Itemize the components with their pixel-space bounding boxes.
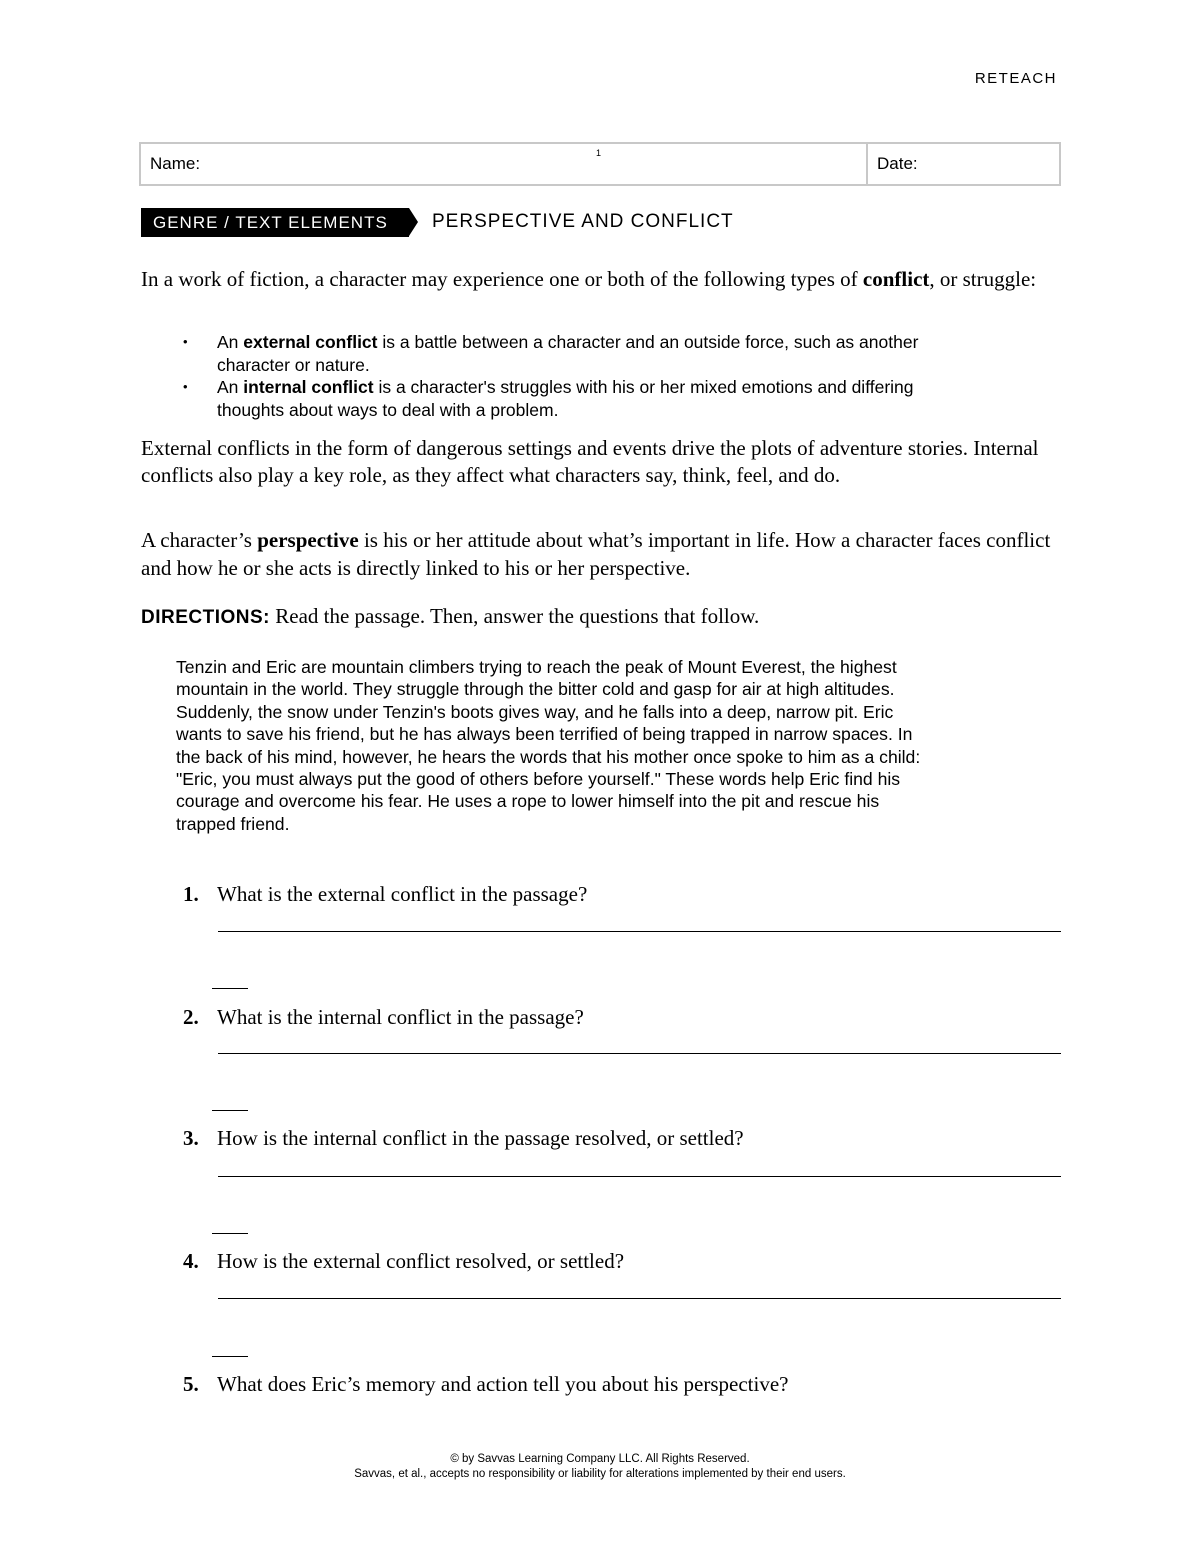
question-number: 4. bbox=[183, 1249, 199, 1273]
question-3 bbox=[183, 1126, 744, 1151]
bullet-text: is a character's struggles with his or her mixed emotions and differing thoughts about ways to deal with a problem. bbox=[217, 377, 914, 420]
bullet-text: is a battle between a character and an outside force, such as another character or nature. bbox=[217, 332, 919, 375]
bullet-prefix: An bbox=[217, 377, 244, 397]
perspective-text: A character’s bbox=[141, 528, 258, 552]
name-label: Name: bbox=[150, 154, 201, 173]
list-item bbox=[183, 376, 923, 421]
copyright-line: © by Savvas Learning Company LLC. All Rights Reserved. bbox=[450, 1453, 750, 1465]
question-1 bbox=[183, 882, 587, 907]
date-label: Date: bbox=[877, 154, 918, 173]
question-text: What is the external conflict in the passage? bbox=[217, 882, 588, 906]
genre-tag: GENRE / TEXT ELEMENTS bbox=[141, 208, 409, 237]
genre-tag-arrow bbox=[409, 208, 418, 236]
marker-text: 1 bbox=[596, 148, 602, 158]
directions bbox=[141, 604, 759, 629]
conflict-types-list bbox=[183, 331, 923, 421]
answer-line-stub-3 bbox=[212, 1233, 248, 1234]
answer-line-3[interactable] bbox=[218, 1176, 1061, 1177]
question-number: 2. bbox=[183, 1005, 199, 1029]
answer-line-4[interactable] bbox=[218, 1298, 1061, 1299]
question-text: How is the internal conflict in the passage resolved, or settled? bbox=[217, 1126, 744, 1150]
disclaimer-line: Savvas, et al., accepts no responsibility or liability for alterations implemented by their end users. bbox=[354, 1468, 846, 1480]
name-date-box bbox=[139, 142, 1061, 186]
page-title: PERSPECTIVE AND CONFLICT bbox=[432, 211, 734, 232]
date-field[interactable] bbox=[868, 144, 1059, 184]
answer-line-stub-4 bbox=[212, 1356, 248, 1357]
answer-line-stub-1 bbox=[212, 988, 248, 989]
intro-text: In a work of fiction, a character may experience one or both of the following types of bbox=[141, 267, 863, 291]
question-number: 1. bbox=[183, 882, 199, 906]
answer-line-2[interactable] bbox=[218, 1053, 1061, 1054]
question-number: 3. bbox=[183, 1126, 199, 1150]
answer-line-1[interactable] bbox=[218, 931, 1061, 932]
reteach-label: RETEACH bbox=[974, 70, 1057, 87]
question-text: What does Eric’s memory and action tell you about his perspective? bbox=[217, 1372, 789, 1396]
answer-line-stub-2 bbox=[212, 1110, 248, 1111]
question-text: What is the internal conflict in the passage? bbox=[217, 1005, 584, 1029]
list-item bbox=[183, 331, 923, 376]
question-number: 5. bbox=[183, 1372, 199, 1396]
intro-paragraph bbox=[141, 266, 1051, 293]
name-field[interactable] bbox=[141, 144, 868, 184]
term-perspective: perspective bbox=[257, 528, 359, 552]
perspective-paragraph bbox=[141, 526, 1056, 582]
intro-text-end: , or struggle: bbox=[929, 267, 1037, 291]
bullet-prefix: An bbox=[217, 332, 244, 352]
directions-text: Read the passage. Then, answer the questions that follow. bbox=[270, 604, 760, 628]
directions-label: DIRECTIONS: bbox=[141, 607, 270, 628]
question-text: How is the external conflict resolved, or settled? bbox=[217, 1249, 625, 1273]
question-5 bbox=[183, 1372, 789, 1397]
question-4 bbox=[183, 1249, 624, 1274]
conflict-paragraph: External conflicts in the form of dangerous settings and events drive the plots of adventure stories. Internal conflicts also play a key role, as they affect what characters say, think, feel, and do. bbox=[141, 436, 1039, 487]
question-2 bbox=[183, 1005, 584, 1030]
term-external-conflict: external conflict bbox=[243, 332, 378, 352]
reading-passage: Tenzin and Eric are mountain climbers trying to reach the peak of Mount Everest, the highest mountain in the world. They struggle through the bitter cold and gasp for air at high altitudes. Suddenly, the snow under Tenzin's boots gives way, and he falls into a deep, narrow pit. Eric wants to save his friend, but he has always been terrified of being trapped in narrow spaces. In the back of his mind, however, he hears the words that his mother once spoke to him as a child: "Eric, you must always put the good of others before yourself." These words help Eric find his courage and overcome his fear. He uses a rope to lower himself into the pit and rescue his trapped friend. bbox=[176, 657, 921, 834]
perspective-text-end: is his or her attitude about what’s important in life. How a character faces conflict and how he or she acts is directly linked to his or her perspective. bbox=[141, 528, 1051, 580]
term-conflict: conflict bbox=[862, 267, 930, 291]
term-internal-conflict: internal conflict bbox=[243, 377, 374, 397]
